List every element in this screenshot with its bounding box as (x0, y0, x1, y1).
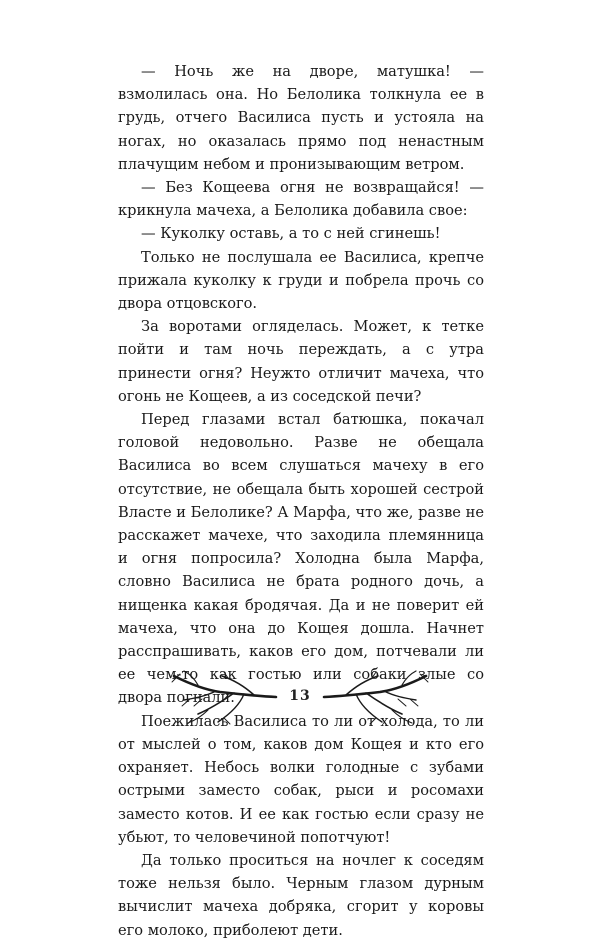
paragraph: Перед глазами встал батюшка, покачал головой недовольно. Разве не обещала Василиса во всем слушаться мачеху в его отсутствие, не обещала быть хорошей сестрой Власте и Белолике? А Марфа, что же, разве не расскажет мачехе, что заходила племянница и огня попросила? Холодна была Марфа, словно Василиса не брата родного дочь, а нищенка какая бродячая. Да и не поверит ей мачеха, что она до Кощея дошла. Начнет расспрашивать, каков его дом, потчевали ли ее чем-то как гостью или собаки злые со двора погнали. (118, 411, 484, 707)
page-footer (0, 670, 600, 730)
page-number: 13 (289, 688, 311, 704)
page-body (118, 60, 484, 942)
paragraph: — Без Кощеева огня не возвращайся! — крикнула мачеха, а Белолика добавила свое: (118, 179, 484, 220)
paragraph: Поежилась Василиса то ли от холода, то ли от мыслей о том, каков дом Кощея и кто его охраняет. Небось волки голодные с зубами острыми заместо собак, рыси и росомахи заместо котов. И ее как гостью если сразу не убьют, то человечиной попотчуют! (118, 712, 484, 846)
branch-ornament-right-icon (320, 670, 432, 726)
paragraph: Да только проситься на ночлег к соседям тоже нельзя было. Черным глазом дурным вычислит мачеха добряка, сгорит у коровы его молоко, приболеют дети. (118, 851, 484, 939)
paragraph: За воротами огляделась. Может, к тетке пойти и там ночь переждать, а с утра принести огня? Неужто отличит мачеха, что огонь не Кощеев, а из соседской печи? (118, 318, 484, 405)
paragraph: Только не послушала ее Василиса, крепче прижала куколку к груди и побрела прочь со двора отцовского. (118, 248, 484, 313)
branch-ornament-left-icon (168, 670, 280, 726)
paragraph: — Куколку оставь, а то с ней сгинешь! (141, 225, 441, 243)
paragraph: — Ночь же на дворе, матушка! — взмолилась она. Но Белолика толкнула ее в грудь, отчего Василиса пусть и устояла на ногах, но оказалась прямо под ненастным плачущим небом и пронизывающим ветром. (118, 63, 484, 173)
